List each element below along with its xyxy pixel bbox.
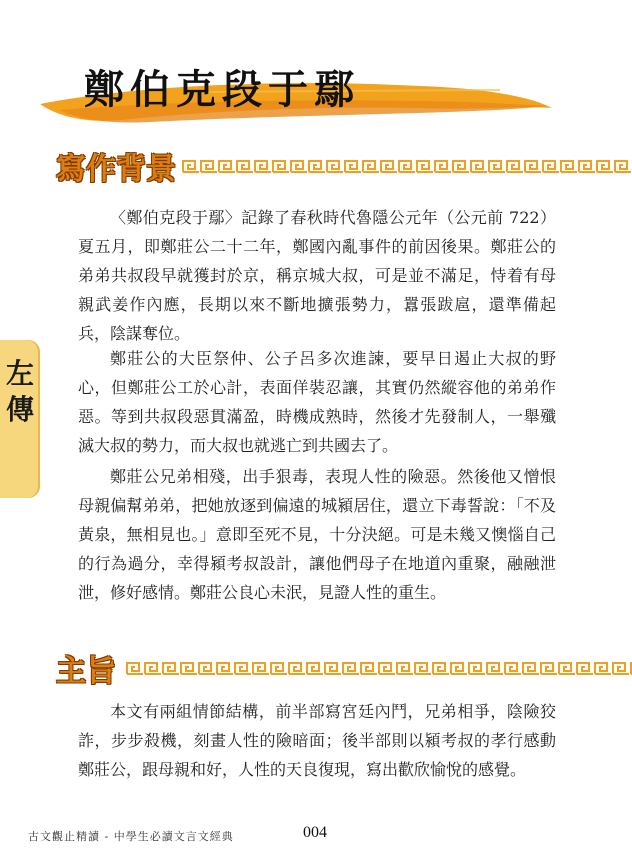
heading-background: 寫作背景 — [56, 152, 176, 187]
background-paragraph-2: 鄭莊公的大臣祭仲、公子呂多次進諫，要早日遏止大叔的野心，但鄭莊公工於心計，表面佯裝忍讓，其實仍然縱容他的弟弟作惡。等到共叔段惡貫滿盈，時機成熟時，然後才先發制人，一舉殲滅大叔的勢力，而大叔也就逃亡到共國去了。 — [78, 349, 556, 455]
page-number: 004 — [303, 824, 327, 841]
background-paragraph-3: 鄭莊公兄弟相殘，出手狠毒，表現人性的險惡。然後他又憎恨母親偏幫弟弟，把她放逐到偏遠的城潁居住，還立下毒誓說：「不及黃泉，無相見也。」意即至死不見，十分決絕。可是未幾又懊惱自己的行為過分，幸得潁考叔設計，讓他們母子在地道內重聚，融融泄泄，修好感情。鄭莊公良心未泯，見證人性的重生。 — [78, 467, 556, 602]
heading-theme: 主旨 — [56, 654, 116, 689]
footer-book-title: 古文觀止精讀 - 中學生必讀文言文經典 — [28, 830, 234, 843]
side-tab-label: 左 傳 — [5, 357, 34, 426]
section-heading-theme — [56, 646, 632, 689]
fret-border — [126, 660, 632, 676]
background-paragraph-1: 〈鄭伯克段于鄢〉記錄了春秋時代魯隱公元年（公元前 722）夏五月，即鄭莊公二十二年，鄭國內亂事件的前因後果。鄭莊公的弟弟共叔段早就獲封於京，稱京城大叔，可是並不滿足，恃着有母親武姜作內應，長期以來不斷地擴張勢力，囂張跋扈，還準備起兵，陰謀奪位。 — [78, 208, 556, 343]
fret-border — [182, 158, 632, 174]
section-heading-background — [56, 144, 632, 187]
page-title: 鄭伯克段于鄢 — [84, 66, 360, 113]
side-tab — [0, 340, 40, 498]
theme-paragraph-1: 本文有兩組情節結構，前半部寫宮廷內鬥，兄弟相爭，陰險狡詐，步步殺機，刻畫人性的險暗面；後半部則以潁考叔的孝行感動鄭莊公，跟母親和好，人性的天良復現，寫出歡欣愉悅的感覺。 — [78, 702, 556, 779]
title-block — [0, 48, 560, 128]
